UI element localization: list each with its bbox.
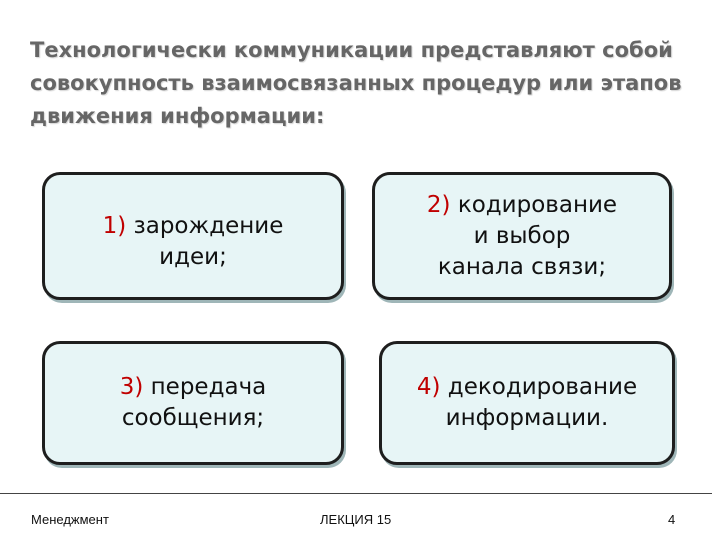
step-number-1: 1) <box>102 213 127 239</box>
step-box-4 <box>379 341 675 465</box>
step-line: информации. <box>445 405 609 431</box>
slide-title: Технологически коммуникации представляют собой совокупность взаимосвязанных процедур или этапов движения информации: <box>30 38 682 128</box>
footer-course: Менеджмент <box>31 512 109 527</box>
step-number-2: 2) <box>426 191 451 218</box>
step-line: зарождение <box>133 213 284 239</box>
step-line: декодирование <box>447 374 638 400</box>
step-box-3 <box>42 341 344 465</box>
footer-divider <box>0 493 712 494</box>
step-line: кодирование <box>457 191 618 218</box>
step-box-1 <box>42 172 344 300</box>
step-line: сообщения; <box>121 405 265 431</box>
step-line: канала связи; <box>437 253 607 280</box>
step-text-3 <box>120 372 267 434</box>
step-line: и выбор <box>473 222 571 249</box>
step-line: идеи; <box>159 244 227 270</box>
step-text-2 <box>427 190 617 283</box>
step-number-3: 3) <box>119 374 144 400</box>
step-text-1 <box>103 211 284 273</box>
step-text-4 <box>417 372 637 434</box>
step-box-2 <box>372 172 672 300</box>
step-number-4: 4) <box>416 374 441 400</box>
footer-lecture: ЛЕКЦИЯ 15 <box>320 512 392 527</box>
footer-page-number: 4 <box>668 512 676 527</box>
step-line: передача <box>150 374 267 400</box>
